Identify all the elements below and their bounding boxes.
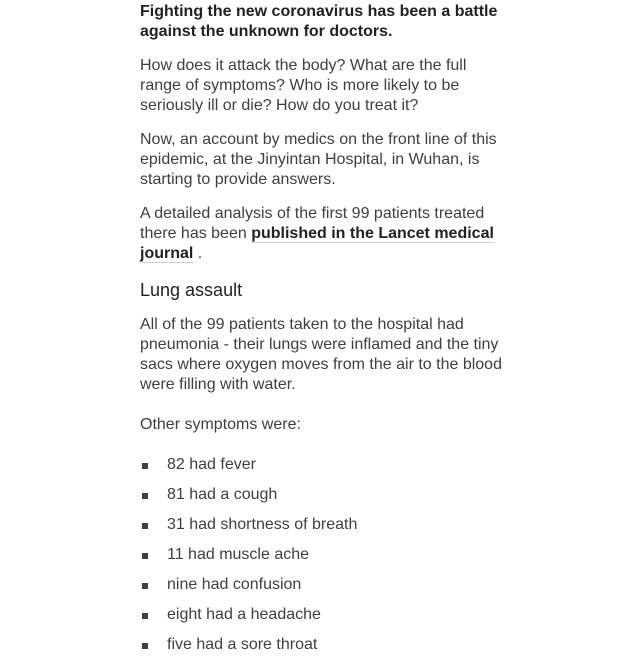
square-bullet-icon bbox=[142, 523, 148, 529]
paragraph-analysis-text: A detailed analysis of the first 99 patients treated there has been bbox=[140, 205, 485, 242]
paragraph-other-symptoms: Other symptoms were: bbox=[140, 416, 301, 433]
article-body bbox=[140, 2, 510, 665]
paragraph-pneumonia: All of the 99 patients taken to the hospital had pneumonia - their lungs were inflamed and the tiny sacs where oxygen moves from the air to the blood were filling with water. bbox=[140, 316, 502, 393]
list-item-text: five had a sore throat bbox=[167, 636, 318, 653]
list-item bbox=[140, 575, 510, 595]
paragraph-account: Now, an account by medics on the front line of this epidemic, at the Jinyintan Hospital, in Wuhan, is starting to provide answers. bbox=[140, 131, 497, 188]
list-item-text: 11 had muscle ache bbox=[167, 546, 310, 563]
list-item bbox=[140, 605, 510, 625]
article-lead: Fighting the new coronavirus has been a battle against the unknown for doctors. bbox=[140, 3, 498, 40]
list-item bbox=[140, 455, 510, 475]
square-bullet-icon bbox=[142, 553, 148, 559]
list-item bbox=[140, 515, 510, 535]
square-bullet-icon bbox=[142, 463, 148, 469]
paragraph-questions: How does it attack the body? What are the full range of symptoms? Who is more likely to be seriously ill or die? How do you treat it? bbox=[140, 57, 467, 114]
paragraph-analysis-end: . bbox=[193, 245, 203, 262]
list-item bbox=[140, 635, 510, 655]
subheading-lung-assault: Lung assault bbox=[140, 280, 243, 300]
square-bullet-icon bbox=[142, 643, 148, 649]
list-item-text: 81 had a cough bbox=[167, 486, 278, 503]
square-bullet-icon bbox=[142, 613, 148, 619]
list-item-text: nine had confusion bbox=[167, 576, 302, 593]
list-item bbox=[140, 485, 510, 505]
list-item-text: eight had a headache bbox=[167, 606, 321, 623]
list-item-text: 31 had shortness of breath bbox=[167, 516, 358, 533]
square-bullet-icon bbox=[142, 493, 148, 499]
lancet-journal-link[interactable]: published in the Lancet medical journal bbox=[140, 225, 494, 262]
symptom-list bbox=[140, 455, 510, 655]
list-item bbox=[140, 545, 510, 565]
list-item-text: 82 had fever bbox=[167, 456, 256, 473]
square-bullet-icon bbox=[142, 583, 148, 589]
paragraph-analysis bbox=[140, 204, 510, 264]
